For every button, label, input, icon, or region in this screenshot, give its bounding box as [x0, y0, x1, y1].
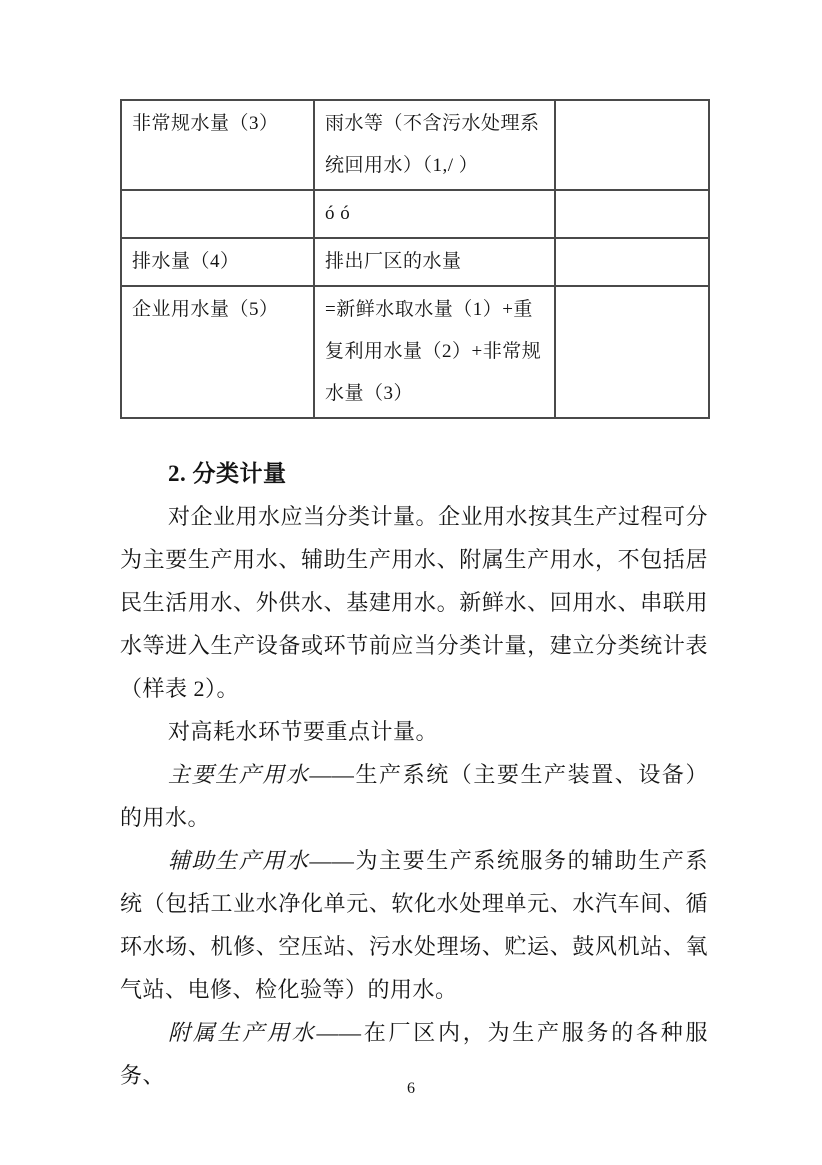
cell-drainage-definition: 排出厂区的水量 — [314, 238, 555, 286]
table-row-drainage — [121, 238, 709, 286]
paragraph-text: ——在厂区内，为生产服务的各种服务、 — [120, 1020, 708, 1088]
paragraph-text: 对高耗水环节要重点计量。 — [168, 719, 439, 744]
paragraph-text: ——为主要生产系统服务的辅助生产系统（包括工业水净化单元、软化水处理单元、水汽车间、循环水场、机修、空压站、污水处理场、贮运、鼓风机站、氧气站、电修、检化验等）的用水。 — [120, 848, 708, 1002]
page-number: 6 — [407, 1080, 415, 1097]
cell-enterprise-total-formula: =新鲜水取水量（1）+重复利用水量（2）+非常规水量（3） — [314, 286, 555, 418]
cell-drainage-label: 排水量（4） — [121, 238, 314, 286]
cell-unconventional-water-value — [555, 100, 709, 190]
table-row-blank — [121, 190, 709, 238]
paragraph-text: ——生产系统（主要生产装置、设备）的用水。 — [120, 762, 708, 830]
cell-unconventional-water-label: 非常规水量（3） — [121, 100, 314, 190]
paragraph-term-italic: 辅助生产用水 — [168, 848, 310, 873]
cell-enterprise-total-label: 企业用水量（5） — [121, 286, 314, 418]
cell-blank-value — [555, 190, 709, 238]
table-row-unconventional-water — [121, 100, 709, 190]
paragraph-text: 对企业用水应当分类计量。企业用水按其生产过程可分为主要生产用水、辅助生产用水、附属生产用水，不包括居民生活用水、外供水、基建用水。新鲜水、回用水、串联用水等进入生产设备或环节前应当分类计量，建立分类统计表（样表 2）。 — [120, 504, 709, 701]
paragraph-term-italic: 主要生产用水 — [168, 762, 310, 787]
cell-blank-definition: ó ó — [314, 190, 555, 238]
section-content — [120, 452, 708, 1097]
water-quantity-table — [120, 99, 710, 419]
cell-drainage-value — [555, 238, 709, 286]
paragraph-term-italic: 附属生产用水 — [168, 1020, 317, 1045]
paragraph-auxiliary-production-water — [120, 839, 708, 1011]
paragraph-high-water-use — [120, 710, 708, 753]
paragraph-classification-intro — [120, 495, 708, 710]
cell-blank-label — [121, 190, 314, 238]
table-row-enterprise-total — [121, 286, 709, 418]
section-heading: 2. 分类计量 — [168, 461, 287, 486]
cell-unconventional-water-definition: 雨水等（不含污水处理系统回用水）（1,/ ） — [314, 100, 555, 190]
paragraph-main-production-water — [120, 753, 708, 839]
cell-enterprise-total-value — [555, 286, 709, 418]
